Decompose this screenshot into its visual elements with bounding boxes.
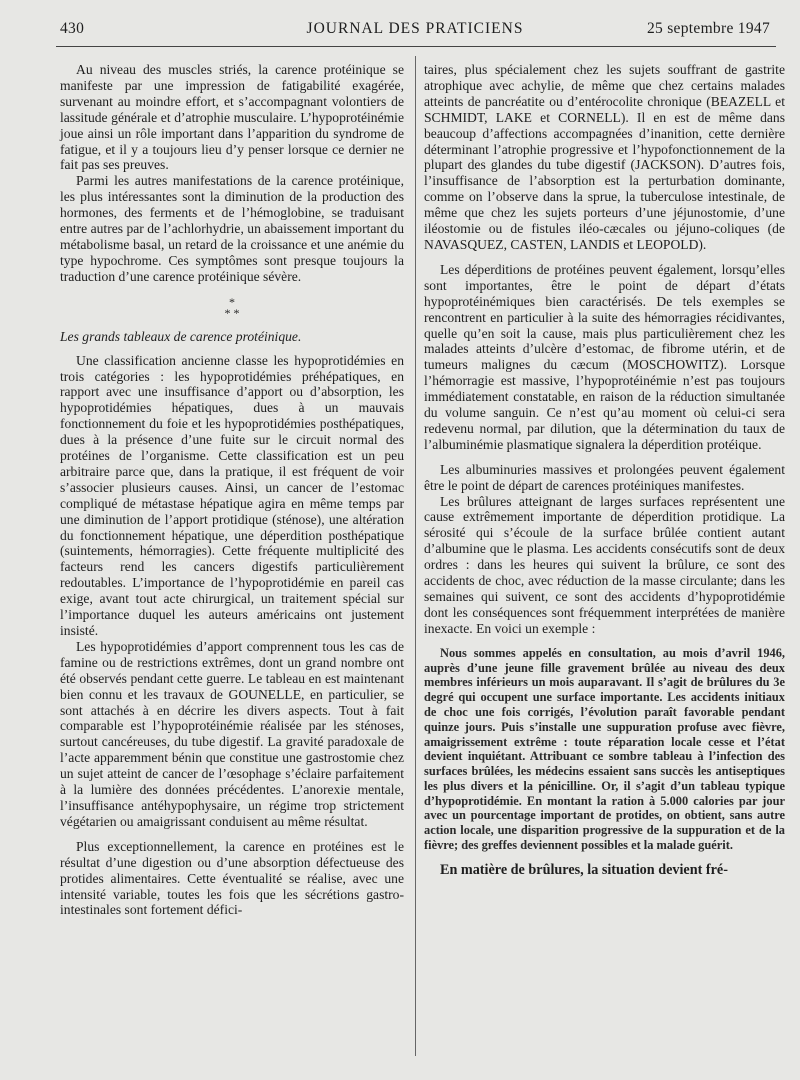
paragraph: Les déperditions de protéines peuvent également, lorsqu’elles sont importantes, être le point de départ d’états hypoprotéinémiques bien caractérisés. De tels exemples se rencontrent en particulier à la suite des hémorragies récidivantes, quelle qu’en soit la cause, mais plus particulièrement chez les malades atteints d’ulcère d’estomac, de fibrome utérin, et de tumeurs malignes du cæcum (MOSCHOWITZ). Lorsque l’hémorragie est massive, l’hypoprotéinémie n’est pas toujours immédiatement constatable, en raison de la réduction simultanée du volume sanguin. Ce n’est qu’au moment où celui-ci sera redevenu normal, par dilution, que la détermination du taux de l’albuminémie plasmatique signalera la déperdition protéique. <box>424 261 785 452</box>
column-divider <box>415 56 416 1056</box>
page-number: 430 <box>60 20 85 37</box>
paragraph: Les albuminuries massives et prolongées peuvent également être le point de départ de carences protéiniques manifestes. <box>424 461 785 493</box>
paragraph: taires, plus spécialement chez les sujets souffrant de gastrite atrophique avec achylie, de même que chez certains malades atteints de pancréatite ou d’entérocolite chronique (BEAZELL et SCHMIDT, LAKE et CORNELL). Il en est de même dans beaucoup d’affections accompagnées d’inanition, cette dernière déterminant l’atrophie progressive et l’hypofonctionnement de la plupart des glandes du tube digestif (JACKSON). D’autres fois, l’insuffisance de l’absorption est la perturbation dominante, comme on l’observe dans la sprue, la tuberculose intestinale, de même que chez les sujets porteurs d’une jéjunostomie, d’une iléostomie ou de fistules iléo-cæcales ou jéjuno-coliques (de NAVASQUEZ, CASTEN, LANDIS et LEOPOLD). <box>424 62 785 252</box>
paragraph: Au niveau des muscles striés, la carence protéinique se manifeste par une impression de fatigabilité exagérée, survenant au moindre effort, et s’accompagnant volontiers de lassitude générale et d’atrophie musculaire. L’hypoprotéinémie joue ainsi un rôle important dans l’apparition du syndrome de fatigue, et il y a toujours lieu d’y penser lorsque ce dernier ne fait pas ses preuves. <box>60 62 404 173</box>
left-column <box>60 62 404 918</box>
section-title: Les grands tableaux de carence protéinique. <box>60 328 302 344</box>
page-header <box>60 18 770 40</box>
section-separator: * * * <box>224 294 240 320</box>
paragraph: En matière de brûlures, la situation devient fré- <box>440 861 728 878</box>
paragraph: Les brûlures atteignant de larges surfaces représentent une cause extrêmement importante de déperdition protidique. La sérosité qui s’écoule de la surface brûlée contient autant d’albumine que le plasma. Les accidents consécutifs sont de deux ordres : dans les heures qui suivent la brûlure, ce sont des accidents de choc, avec réduction de la masse circulante; dans les semaines qui suivent, ce sont des accidents d’hypoprotidémie dont les conséquences sont fréquemment interprétées de manière inexacte. En voici un exemple : <box>424 493 785 636</box>
right-column <box>424 62 785 879</box>
paragraph: Les hypoprotidémies d’apport comprennent tous les cas de famine ou de restrictions extrêmes, dont un grand nombre ont été observés pendant cette guerre. Le tableau en est maintenant bien connu et les travaux de GOUNELLE, en particulier, se sont attachés à en décrire les divers aspects. Tout à fait comparable est l’hypoprotéinémie réalisée par les sténoses, surtout cancéreuses, du tube digestif. La gravité paradoxale de l’acte apparemment bénin que constitue une gastrostomie chez un sujet atteint de cancer de l’œsophage s’éclaire parfaitement à la lumière des données précédentes. L’anorexie mentale, l’insuffisance antéhypophysaire, un régime trop strictement végétarien ou amaigrissant conduisent au même résultat. <box>60 638 404 829</box>
issue-date: 25 septembre 1947 <box>646 20 770 37</box>
case-paragraph: Nous sommes appelés en consultation, au mois d’avril 1946, auprès d’une jeune fille gravement brûlée au niveau des deux membres inférieurs un mois auparavant. Il s’agit de brûlures du 3e degré qui occupent une surface importante. Les accidents initiaux de choc une fois corrigés, l’évolution paraît favorable pendant quinze jours. Puis s’installe une suppuration profuse avec fièvre, amaigrissement extrême : toute réparation locale cesse et l’état devient inquiétant. Attribuant ce sombre tableau à l’infection des surfaces brûlées, les médecins essaient sans succès les antiseptiques les plus divers et la pénicilline. Or, il s’agit d’un tableau typique d’hypoprotidémie. En montant la ration à 5.000 calories par jour avec un pourcentage important de protides, on obtient, sans autre action locale, une disparition progressive de la suppuration et de la fièvre; des greffes deviennent possibles et la malade guérit. <box>424 645 785 853</box>
paragraph: Plus exceptionnellement, la carence en protéines est le résultat d’une digestion ou d’une absorption défectueuse des protides alimentaires. Cette éventualité se réalise, avec une intensité variable, toutes les fois que les sécrétions gastro-intestinales sont fortement défici- <box>60 838 404 918</box>
header-rule <box>56 46 776 47</box>
paragraph: Parmi les autres manifestations de la carence protéinique, les plus intéressantes sont la diminution de la production des hormones, des ferments et de l’hémoglobine, se traduisant entre autres par de l’achlorhydrie, un abaissement important du métabolisme basal, un retard de la croissance et une anémie du type hypochrome. Ces symptômes sont presque toujours la traduction d’une carence protéinique sévère. <box>60 173 404 284</box>
paragraph: Une classification ancienne classe les hypoprotidémies en trois catégories : les hypoprotidémies préhépatiques, en rapport avec une insuffisance d’apport ou d’absorption, les hypoprotidémies hépatiques, dues à un mauvais fonctionnement du foie et les hypoprotidémies posthépatiques, dues à la présence d’une fuite sur le circuit normal des protéines de l’organisme. Cette classification est un peu arbitraire parce que, dans la pratique, il est fréquent de voir s’associer plusieurs causes. Ainsi, un cancer de l’estomac compliqué de métastase hépatique agira en même temps par une diminution de l’apport protidique (sténose), une altération du fonctionnement hépatique, une déperdition posthépatique (suintements, hémorragies). Cette fréquente multiplicité des facteurs rend les cancers digestifs particulièrement redoutables. L’importance de l’hypoprotidémie en pareil cas exige, avant tout acte chirurgical, un traitement spécial sur l’importance duquel les auteurs américains ont justement insisté. <box>60 352 404 638</box>
journal-title: JOURNAL DES PRATICIENS <box>306 20 524 37</box>
case-report <box>424 646 785 853</box>
